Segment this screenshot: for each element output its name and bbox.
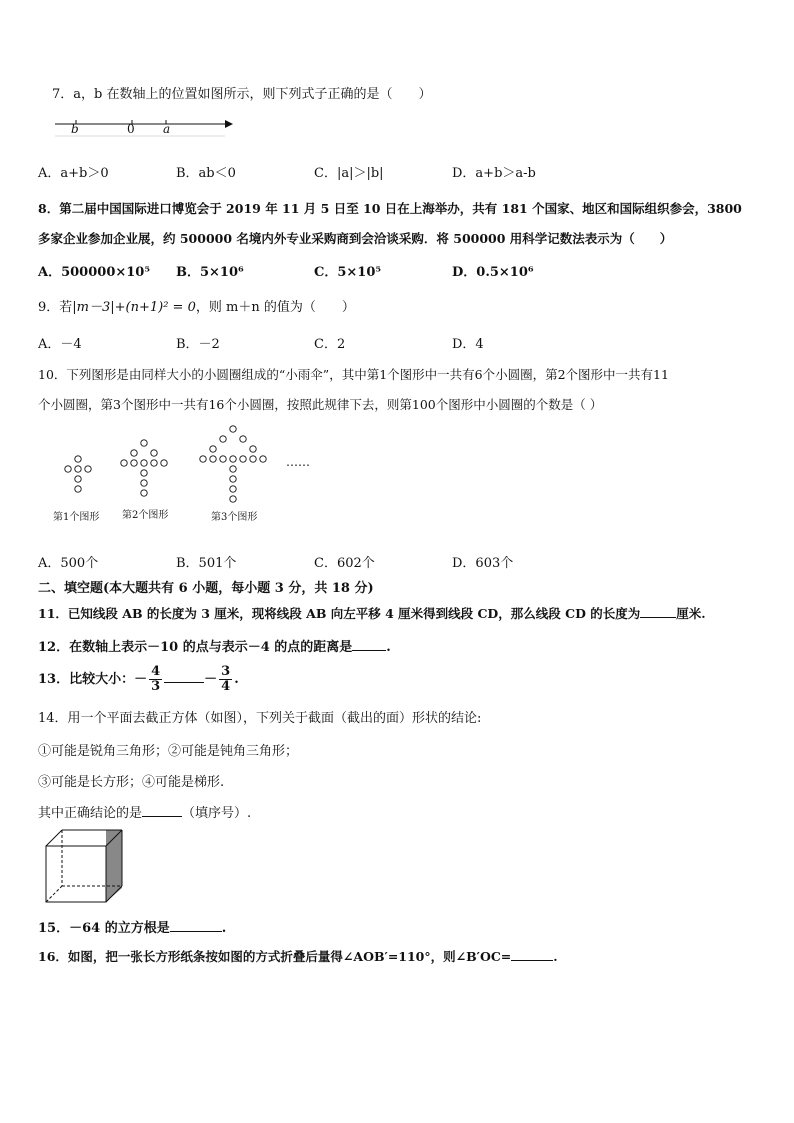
umbrella-circle (230, 476, 236, 482)
q13-f2-numerator: 3 (221, 664, 231, 679)
q16 (38, 947, 558, 965)
q7-option-a[interactable]: A．a+b＞0 (38, 166, 109, 181)
umbrella-circle (210, 446, 216, 452)
q13-text: 13．比较大小： (38, 672, 135, 687)
q13-f1-denominator: 3 (151, 679, 161, 694)
umbrella-circle (141, 480, 147, 486)
q9-option-c[interactable]: C．2 (314, 337, 346, 352)
umbrella-circle (200, 456, 206, 462)
q7-option-b[interactable]: B．ab＜0 (176, 166, 236, 181)
umbrella-circle (220, 436, 226, 442)
umbrella-circle (220, 456, 226, 462)
q9-stem (38, 296, 355, 315)
q8-option-d[interactable]: D．0.5×10⁶ (452, 265, 534, 280)
q7-option-c[interactable]: C．|a|＞|b| (314, 166, 384, 181)
umbrella-circle (141, 440, 147, 446)
q10-line2: 个小圆圈，第3个图形中一共有16个小圆圈，按照此规律下去，则第100个图形中小圆圈的个数是（ ） (38, 397, 603, 412)
umbrella-circle (75, 456, 81, 462)
umbrella-circle (151, 450, 157, 456)
q14-line1: 14．用一个平面去截正方体（如图），下列关于截面（截出的面）形状的结论: (38, 711, 482, 726)
umbrella-circle (85, 466, 91, 472)
q13-fraction-2 (219, 665, 232, 694)
figure-label-2: 第2个图形 (122, 510, 169, 521)
q16-answer-blank[interactable] (511, 948, 553, 961)
umbrella-circle (151, 460, 157, 466)
q10-option-d[interactable]: D．603个 (452, 556, 514, 571)
q15 (38, 917, 226, 936)
umbrella-circle (131, 450, 137, 456)
q16-text: 16．如图，把一张长方形纸条按如图的方式折叠后量得∠AOB′=110°，则∠B′OC= (38, 949, 512, 964)
q9-expression: |m－3|+(n+1)² = 0 (72, 300, 196, 315)
q10-umbrella-figures (0, 415, 340, 525)
umbrella-circle (75, 486, 81, 492)
umbrella-circle (141, 490, 147, 496)
axis-label-0: 0 (127, 122, 135, 136)
umbrella-circle (65, 466, 71, 472)
umbrella-circle (230, 426, 236, 432)
q14-line4 (38, 802, 251, 821)
q10-option-c[interactable]: C．602个 (314, 556, 375, 571)
q9-prefix: 9．若 (38, 300, 73, 315)
umbrella-circle (240, 436, 246, 442)
q11-unit: 厘米. (676, 606, 706, 621)
q9-option-b[interactable]: B．－2 (176, 337, 220, 352)
q15-text: 15．－64 的立方根是 (38, 921, 170, 936)
q7-stem: 7．a，b 在数轴上的位置如图所示，则下列式子正确的是（ ） (52, 87, 432, 102)
q16-end: . (553, 949, 558, 964)
umbrella-circle (131, 460, 137, 466)
q9-suffix: ，则 m＋n 的值为（ ） (195, 300, 355, 315)
q11-text: 11．已知线段 AB 的长度为 3 厘米，现将线段 AB 向左平移 4 厘米得到线段 CD，那么线段 CD 的长度为 (38, 606, 641, 621)
q8-option-c[interactable]: C．5×10⁵ (314, 265, 382, 280)
q14-line4-prefix: 其中正确结论的是 (38, 806, 143, 821)
umbrella-circle (250, 456, 256, 462)
umbrella-circle (161, 460, 167, 466)
umbrella-circle (230, 496, 236, 502)
umbrella-circle (75, 466, 81, 472)
figure-label-3: 第3个图形 (211, 512, 258, 523)
q14-line2: ①可能是锐角三角形；②可能是钝角三角形； (38, 744, 299, 759)
umbrella-circle (240, 456, 246, 462)
q14-answer-blank[interactable] (142, 804, 182, 817)
q13-minus-2: － (204, 672, 218, 687)
q10-option-a[interactable]: A．500个 (38, 556, 99, 571)
q11 (38, 604, 706, 622)
q11-answer-blank[interactable] (640, 605, 676, 618)
q7-number-line (55, 114, 235, 138)
axis-label-a: a (163, 122, 171, 136)
q8-line1: 8．第二届中国国际进口博览会于 2019 年 11 月 5 日至 10 日在上海举办，共有 181 个国家、地区和国际组织参会，3800 (38, 201, 742, 216)
q12 (38, 636, 391, 655)
umbrella-circle (141, 460, 147, 466)
q9-option-d[interactable]: D．4 (452, 337, 484, 352)
q13 (38, 660, 239, 700)
figure-label-1: 第1个图形 (53, 512, 100, 523)
q14-line4-suffix: （填序号）. (182, 806, 252, 821)
section-heading-fill-blank: 二、填空题(本大题共有 6 小题，每小题 3 分，共 18 分) (38, 581, 374, 596)
q8-option-a[interactable]: A．500000×10⁵ (38, 265, 151, 280)
umbrella-circle (230, 486, 236, 492)
q7-option-d[interactable]: D．a+b＞a-b (452, 166, 536, 181)
q12-answer-blank[interactable] (352, 638, 386, 651)
q14-line3: ③可能是长方形；④可能是梯形. (38, 775, 225, 790)
q12-end: . (386, 640, 391, 655)
q13-minus-1: － (134, 672, 148, 687)
q10-line1: 10．下列图形是由同样大小的小圆圈组成的“小雨伞”，其中第1个图形中一共有6个小圆圈，第2个图形中一共有11 (38, 367, 669, 382)
q13-end: . (234, 672, 239, 687)
q9-option-a[interactable]: A．－4 (38, 337, 82, 352)
q8-option-b[interactable]: B．5×10⁶ (176, 265, 244, 280)
cube-figure (44, 828, 126, 906)
q12-text: 12．在数轴上表示－10 的点与表示－4 的点的距离是 (38, 640, 353, 655)
q13-f1-numerator: 4 (151, 664, 161, 679)
q15-end: . (221, 921, 227, 936)
figure-ellipsis: …… (286, 455, 310, 469)
umbrella-circle (75, 476, 81, 482)
q10-option-b[interactable]: B．501个 (176, 556, 237, 571)
axis-label-b: b (71, 122, 79, 136)
umbrella-circle (141, 470, 147, 476)
q13-fraction-1 (149, 665, 162, 694)
q15-answer-blank[interactable] (170, 919, 222, 932)
q13-answer-blank[interactable] (164, 672, 204, 683)
umbrella-circle (121, 460, 127, 466)
q8-line2: 多家企业参加企业展，约 500000 名境内外专业采购商到会洽谈采购．将 500000 用科学记数法表示为（ ） (38, 231, 673, 246)
umbrella-circle (230, 456, 236, 462)
umbrella-circle (260, 456, 266, 462)
umbrella-circle (250, 446, 256, 452)
q13-f2-denominator: 4 (221, 679, 231, 694)
umbrella-circle (210, 456, 216, 462)
umbrella-circle (230, 466, 236, 472)
